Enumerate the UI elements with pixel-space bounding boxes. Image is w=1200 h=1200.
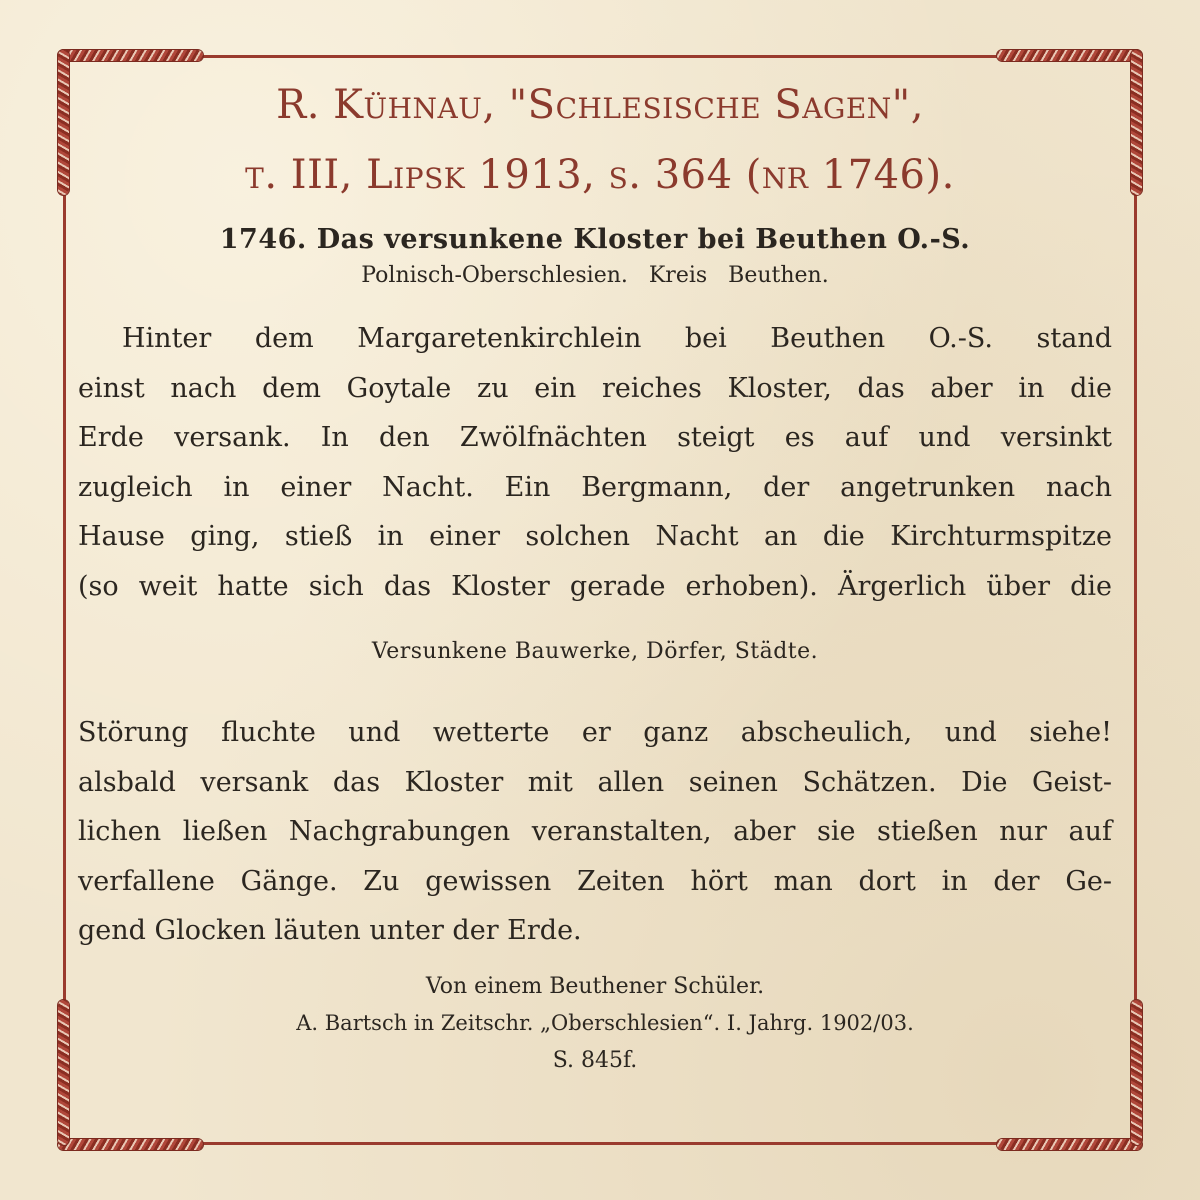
rope-corner-ornament <box>58 1000 69 1145</box>
rope-corner-ornament <box>1131 1000 1142 1145</box>
text-line: Hause ging, stieß in einer solchen Nacht an die Kirchturmspitze <box>78 521 1112 552</box>
running-head: Versunkene Bauwerke, Dörfer, Städte. <box>371 639 819 664</box>
source-line-2: A. Bartsch in Zeitschr. „Oberschlesien“. I. Jahrg. 1902/03. <box>296 1010 914 1035</box>
entry-region: Polnisch-Oberschlesien. Kreis Beuthen. <box>361 263 829 288</box>
entry-title: 1746. Das versunkene Kloster bei Beuthen O.-S. <box>219 224 971 255</box>
citation-line-1: R. Kühnau, "Schlesische Sagen", <box>276 82 924 128</box>
citation-line-2: t. III, Lipsk 1913, s. 364 (nr 1746). <box>245 152 955 198</box>
text-line: gend Glocken läuten unter der Erde. <box>78 915 582 946</box>
text-line: lichen ließen Nachgrabungen veranstalten, aber sie stießen nur auf <box>78 816 1112 847</box>
paragraph-1 <box>78 314 1112 611</box>
rope-corner-ornament <box>58 1139 203 1150</box>
citation-header <box>90 70 1110 210</box>
text-line: Erde versank. In den Zwölfnächten steigt es auf und versinkt <box>78 422 1112 453</box>
source-line-3: S. 845f. <box>552 1047 638 1073</box>
rope-corner-ornament <box>58 50 203 61</box>
text-line: einst nach dem Goytale zu ein reiches Kloster, das aber in die <box>78 372 1112 404</box>
rope-corner-ornament <box>58 50 69 195</box>
source-note <box>78 968 1112 1079</box>
text-line: verfallene Gänge. Zu gewissen Zeiten hört man dort in der Ge- <box>78 865 1112 897</box>
rope-corner-ornament <box>1131 50 1142 195</box>
text-line: Störung fluchte und wetterte er ganz abscheulich, und siehe! <box>78 717 1112 748</box>
paragraph-2 <box>78 708 1112 956</box>
text-line: alsbald versank das Kloster mit allen seinen Schätzen. Die Geist- <box>78 766 1112 798</box>
rope-corner-ornament <box>997 1139 1142 1150</box>
text-line: (so weit hatte sich das Kloster gerade erhoben). Ärgerlich über die <box>78 570 1112 602</box>
text-line: Hinter dem Margaretenkirchlein bei Beuthen O.-S. stand <box>122 323 1112 354</box>
document-scan <box>78 224 1112 1079</box>
rope-corner-ornament <box>997 50 1142 61</box>
source-line-1: Von einem Beuthener Schüler. <box>425 973 765 999</box>
text-line: zugleich in einer Nacht. Ein Bergmann, der angetrunken nach <box>78 471 1112 503</box>
